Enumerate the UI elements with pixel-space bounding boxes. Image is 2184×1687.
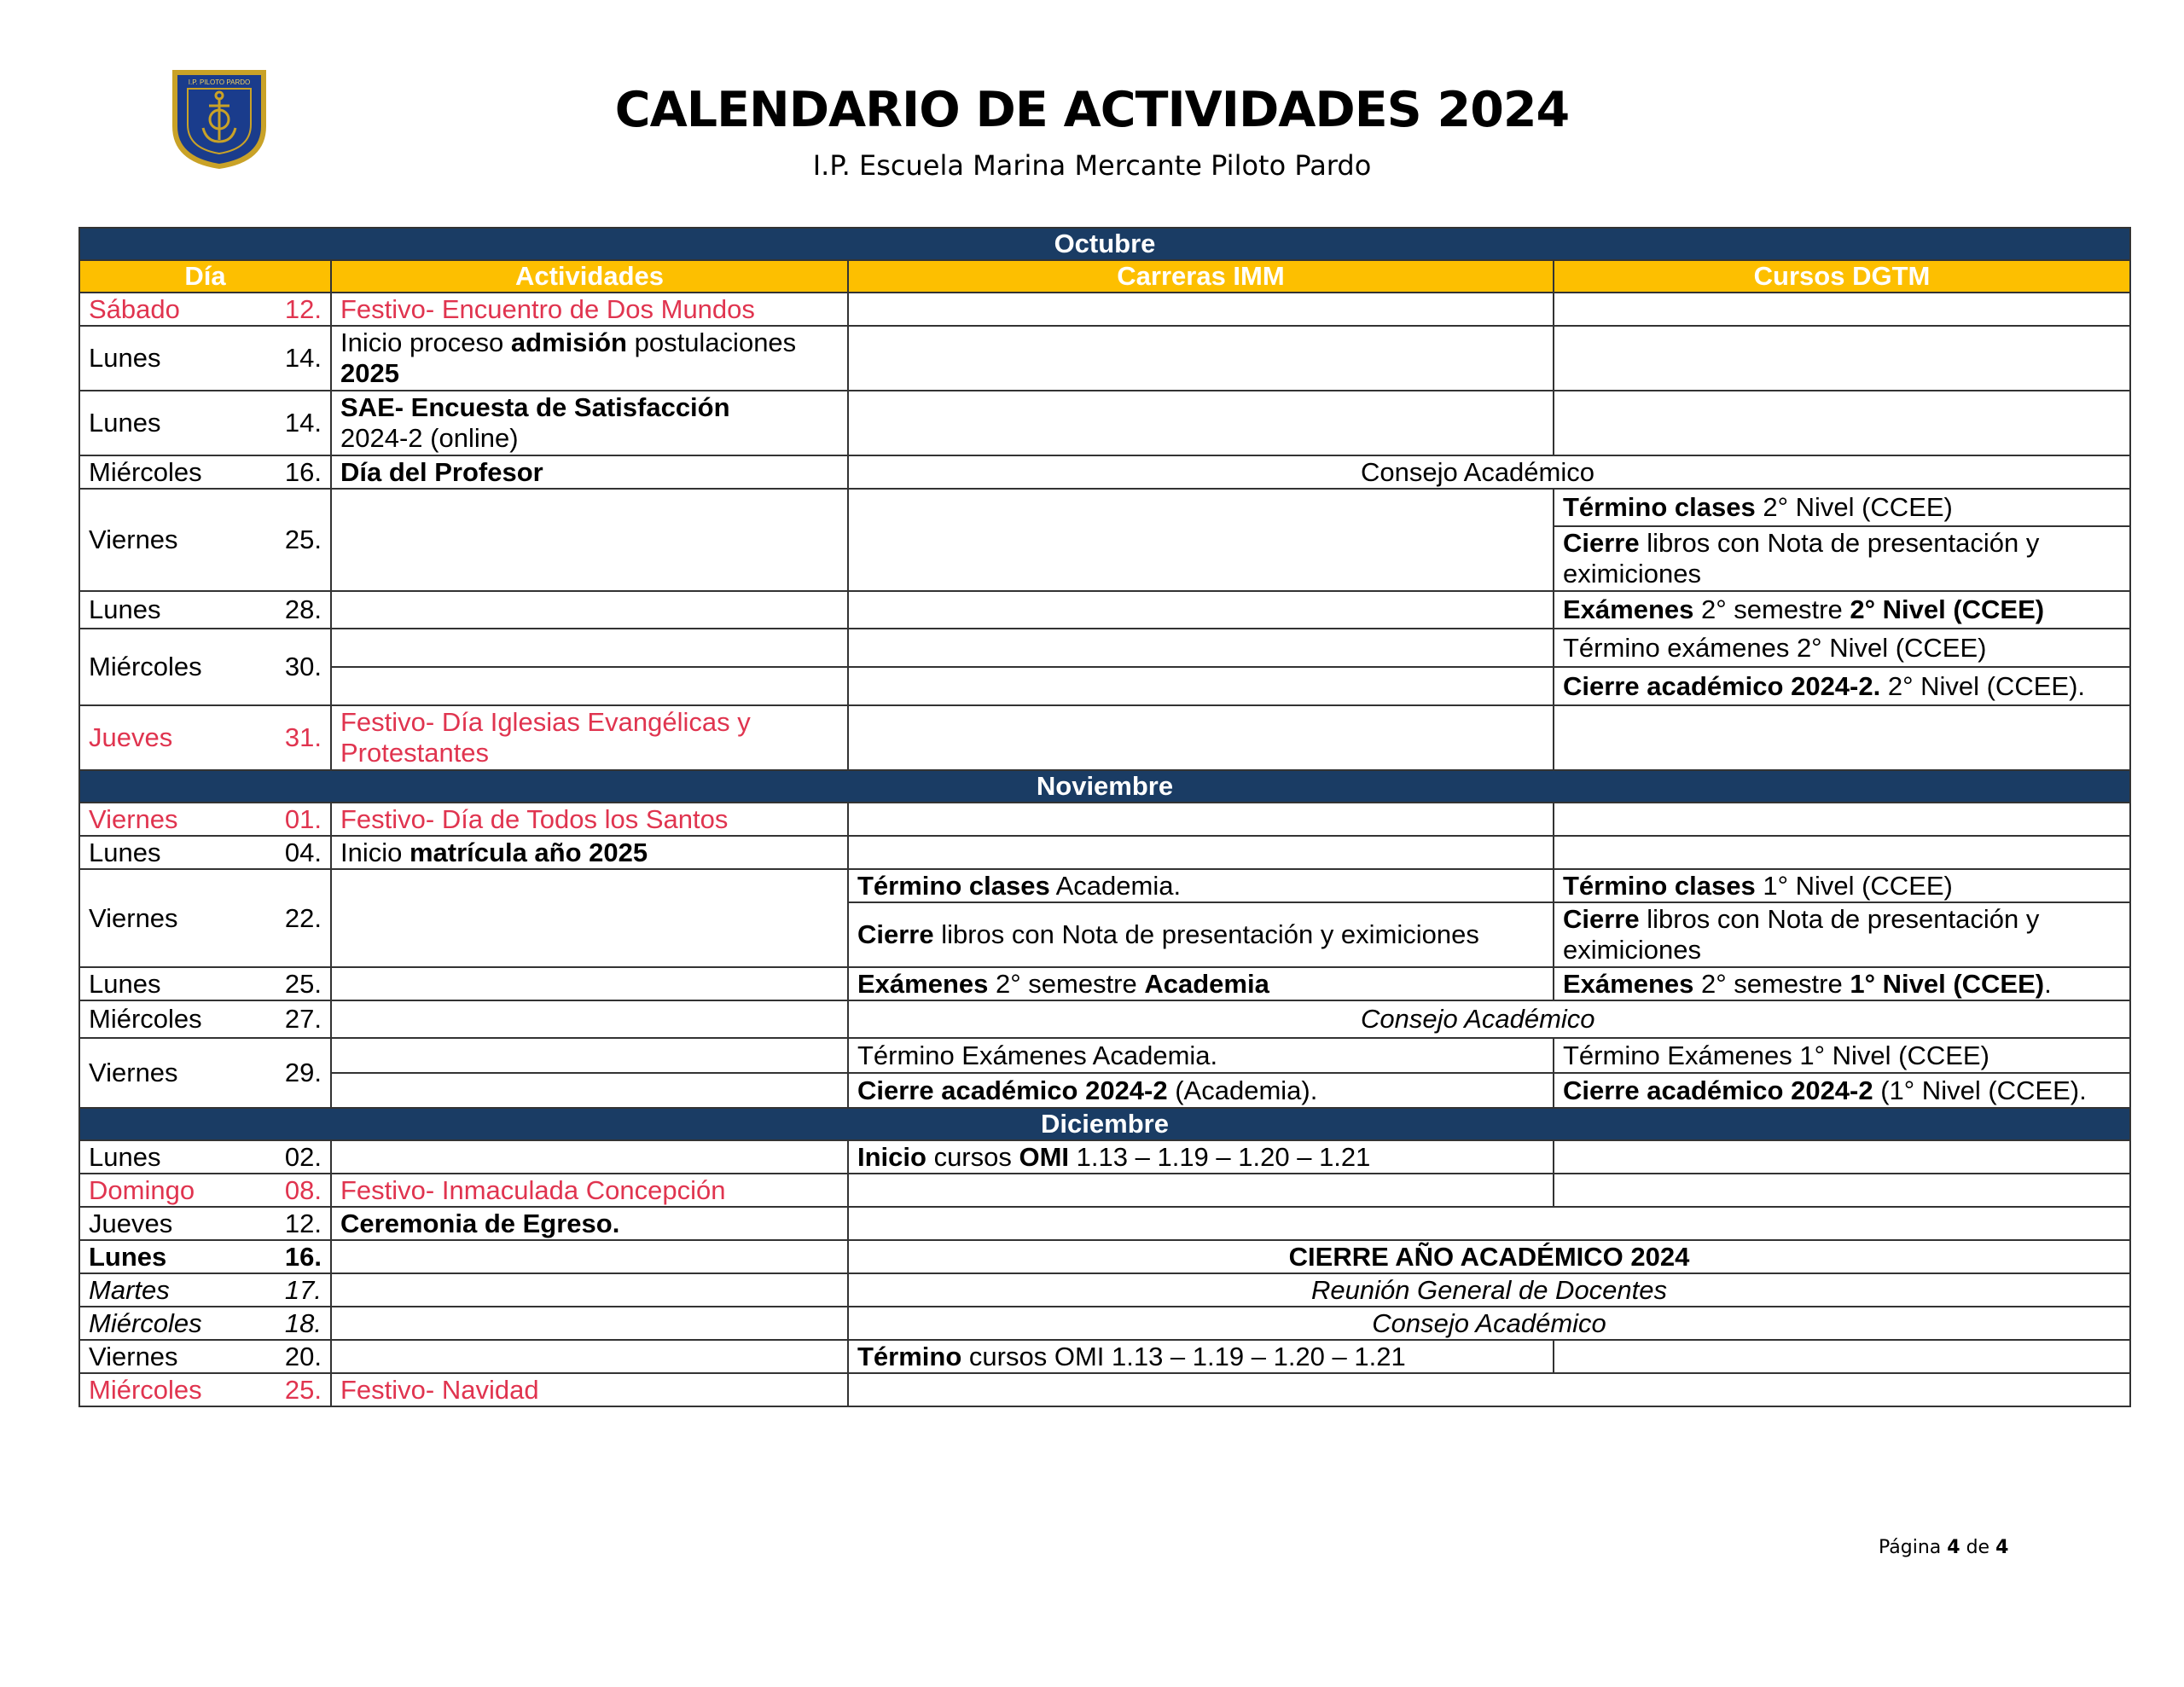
carreras-cell (848, 591, 1554, 629)
table-row (79, 1340, 2130, 1373)
day-name: Martes (79, 1273, 237, 1307)
header-cursos: Cursos DGTM (1554, 260, 2130, 293)
day-number: 18. (237, 1307, 331, 1340)
activity-cell (331, 1340, 848, 1373)
day-number: 28. (237, 591, 331, 629)
day-name: Lunes (79, 391, 237, 455)
spanning-cell (848, 1207, 2130, 1240)
cursos-cell (1554, 1140, 2130, 1174)
day-name: Miércoles (79, 1307, 237, 1340)
page-subtitle: I.P. Escuela Marina Mercante Piloto Pardo (812, 149, 1372, 182)
spanning-cell: Consejo Académico (848, 1307, 2130, 1340)
month-label: Noviembre (79, 770, 2130, 803)
table-row (79, 836, 2130, 869)
table-row (79, 391, 2130, 455)
table-row (79, 869, 2130, 902)
carreras-cell: Inicio cursos OMI 1.13 – 1.19 – 1.20 – 1.21 (848, 1140, 1554, 1174)
cursos-cell (1554, 1174, 2130, 1207)
month-label: Diciembre (79, 1108, 2130, 1140)
day-name: Sábado (79, 293, 237, 326)
spanning-cell: Consejo Académico (848, 455, 2130, 489)
header-actividades: Actividades (331, 260, 848, 293)
cursos-cell: Término clases 2° Nivel (CCEE) (1554, 489, 2130, 526)
table-row (79, 1240, 2130, 1273)
day-name: Viernes (79, 1038, 237, 1108)
spanning-cell: Reunión General de Docentes (848, 1273, 2130, 1307)
carreras-cell: Cierre libros con Nota de presentación y eximiciones (848, 902, 1554, 967)
cursos-cell (1554, 293, 2130, 326)
day-name: Lunes (79, 1140, 237, 1174)
carreras-cell (848, 326, 1554, 391)
table-row (79, 1373, 2130, 1406)
month-row-december (79, 1108, 2130, 1140)
day-number: 27. (237, 1000, 331, 1038)
table-row (79, 489, 2130, 526)
month-row-october (79, 228, 2130, 260)
header-carreras: Carreras IMM (848, 260, 1554, 293)
table-row (79, 1273, 2130, 1307)
cursos-cell: Término Exámenes 1° Nivel (CCEE) (1554, 1038, 2130, 1073)
table-row (79, 803, 2130, 836)
carreras-cell (848, 705, 1554, 770)
activity-cell: Día del Profesor (331, 455, 848, 489)
header-dia: Día (79, 260, 331, 293)
day-name: Viernes (79, 869, 237, 967)
carreras-cell: Término clases Academia. (848, 869, 1554, 902)
day-name: Jueves (79, 705, 237, 770)
activity-cell (331, 591, 848, 629)
day-number: 16. (237, 1240, 331, 1273)
table-row (79, 967, 2130, 1000)
activity-cell: Festivo- Navidad (331, 1373, 848, 1406)
day-number: 20. (237, 1340, 331, 1373)
day-name: Miércoles (79, 1373, 237, 1406)
cursos-cell: Exámenes 2° semestre 2° Nivel (CCEE) (1554, 591, 2130, 629)
activity-cell (331, 1307, 848, 1340)
month-label: Octubre (79, 228, 2130, 260)
day-number: 14. (237, 326, 331, 391)
day-name: Lunes (79, 1240, 237, 1273)
table-row (79, 455, 2130, 489)
day-name: Lunes (79, 836, 237, 869)
activity-cell: Inicio proceso admisión postulaciones 2025 (331, 326, 848, 391)
carreras-cell (848, 1174, 1554, 1207)
day-number: 30. (237, 629, 331, 705)
carreras-cell (848, 836, 1554, 869)
carreras-cell (848, 489, 1554, 591)
table-row (79, 591, 2130, 629)
cursos-cell: Cierre libros con Nota de presentación y eximiciones (1554, 526, 2130, 591)
cursos-cell (1554, 1340, 2130, 1373)
day-number: 12. (237, 1207, 331, 1240)
day-number: 12. (237, 293, 331, 326)
footer-label: Página (1879, 1537, 1942, 1558)
table-row (79, 629, 2130, 667)
activity-cell (331, 869, 848, 967)
activities-calendar-table (78, 227, 2131, 1407)
carreras-cell (848, 803, 1554, 836)
cursos-cell (1554, 836, 2130, 869)
activity-cell: Festivo- Inmaculada Concepción (331, 1174, 848, 1207)
cursos-cell (1554, 391, 2130, 455)
table-row (79, 326, 2130, 391)
day-number: 17. (237, 1273, 331, 1307)
cursos-cell (1554, 705, 2130, 770)
activity-cell (331, 1140, 848, 1174)
cursos-cell (1554, 803, 2130, 836)
day-number: 25. (237, 967, 331, 1000)
day-number: 01. (237, 803, 331, 836)
day-name: Lunes (79, 326, 237, 391)
activity-cell (331, 1273, 848, 1307)
cursos-cell: Cierre académico 2024-2. 2° Nivel (CCEE). (1554, 667, 2130, 705)
day-number: 08. (237, 1174, 331, 1207)
day-name: Domingo (79, 1174, 237, 1207)
footer-of: de (1966, 1537, 1990, 1558)
footer-page-number: 4 (1947, 1537, 1960, 1558)
spanning-cell: CIERRE AÑO ACADÉMICO 2024 (848, 1240, 2130, 1273)
table-row (79, 1000, 2130, 1038)
table-row (79, 293, 2130, 326)
activity-cell: SAE- Encuesta de Satisfacción 2024-2 (online) (331, 391, 848, 455)
day-name: Viernes (79, 1340, 237, 1373)
activity-cell: Ceremonia de Egreso. (331, 1207, 848, 1240)
carreras-cell (848, 667, 1554, 705)
table-row (79, 1038, 2130, 1073)
activity-cell (331, 1038, 848, 1073)
day-name: Viernes (79, 803, 237, 836)
carreras-cell: Cierre académico 2024-2 (Academia). (848, 1073, 1554, 1108)
day-number: 02. (237, 1140, 331, 1174)
day-number: 25. (237, 1373, 331, 1406)
table-row (79, 667, 2130, 705)
activity-cell (331, 1000, 848, 1038)
activity-cell (331, 629, 848, 667)
month-row-november (79, 770, 2130, 803)
activity-cell (331, 667, 848, 705)
carreras-cell: Término cursos OMI 1.13 – 1.19 – 1.20 – 1.21 (848, 1340, 1554, 1373)
day-name: Viernes (79, 489, 237, 591)
carreras-cell (848, 391, 1554, 455)
cursos-cell: Cierre académico 2024-2 (1° Nivel (CCEE). (1554, 1073, 2130, 1108)
day-number: 25. (237, 489, 331, 591)
carreras-cell (848, 293, 1554, 326)
activity-cell (331, 489, 848, 591)
activity-cell: Inicio matrícula año 2025 (331, 836, 848, 869)
carreras-cell (848, 629, 1554, 667)
page-title: CALENDARIO DE ACTIVIDADES 2024 (614, 82, 1570, 138)
spanning-cell: Consejo Académico (848, 1000, 2130, 1038)
activity-cell (331, 967, 848, 1000)
carreras-cell: Exámenes 2° semestre Academia (848, 967, 1554, 1000)
cursos-cell: Cierre libros con Nota de presentación y eximiciones (1554, 902, 2130, 967)
table-row (79, 1140, 2130, 1174)
day-name: Jueves (79, 1207, 237, 1240)
table-row (79, 705, 2130, 770)
activity-cell (331, 1240, 848, 1273)
column-header-row (79, 260, 2130, 293)
spanning-cell (848, 1373, 2130, 1406)
day-name: Miércoles (79, 455, 237, 489)
day-name: Lunes (79, 967, 237, 1000)
cursos-cell: Exámenes 2° semestre 1° Nivel (CCEE). (1554, 967, 2130, 1000)
day-number: 14. (237, 391, 331, 455)
day-number: 04. (237, 836, 331, 869)
logo-top-text: I.P. PILOTO PARDO (188, 78, 251, 86)
activity-cell (331, 1073, 848, 1108)
table-row (79, 1307, 2130, 1340)
activity-cell: Festivo- Encuentro de Dos Mundos (331, 293, 848, 326)
carreras-cell: Término Exámenes Academia. (848, 1038, 1554, 1073)
cursos-cell: Término clases 1° Nivel (CCEE) (1554, 869, 2130, 902)
day-name: Miércoles (79, 1000, 237, 1038)
day-number: 29. (237, 1038, 331, 1108)
footer-page-total: 4 (1995, 1537, 2009, 1558)
table-row (79, 1174, 2130, 1207)
day-number: 22. (237, 869, 331, 967)
activity-cell: Festivo- Día Iglesias Evangélicas y Protestantes (331, 705, 848, 770)
day-number: 31. (237, 705, 331, 770)
activity-cell: Festivo- Día de Todos los Santos (331, 803, 848, 836)
cursos-cell (1554, 326, 2130, 391)
table-row (79, 1207, 2130, 1240)
page-footer (1879, 1537, 2008, 1558)
day-number: 16. (237, 455, 331, 489)
day-name: Miércoles (79, 629, 237, 705)
table-row (79, 1073, 2130, 1108)
cursos-cell: Término exámenes 2° Nivel (CCEE) (1554, 629, 2130, 667)
day-name: Lunes (79, 591, 237, 629)
